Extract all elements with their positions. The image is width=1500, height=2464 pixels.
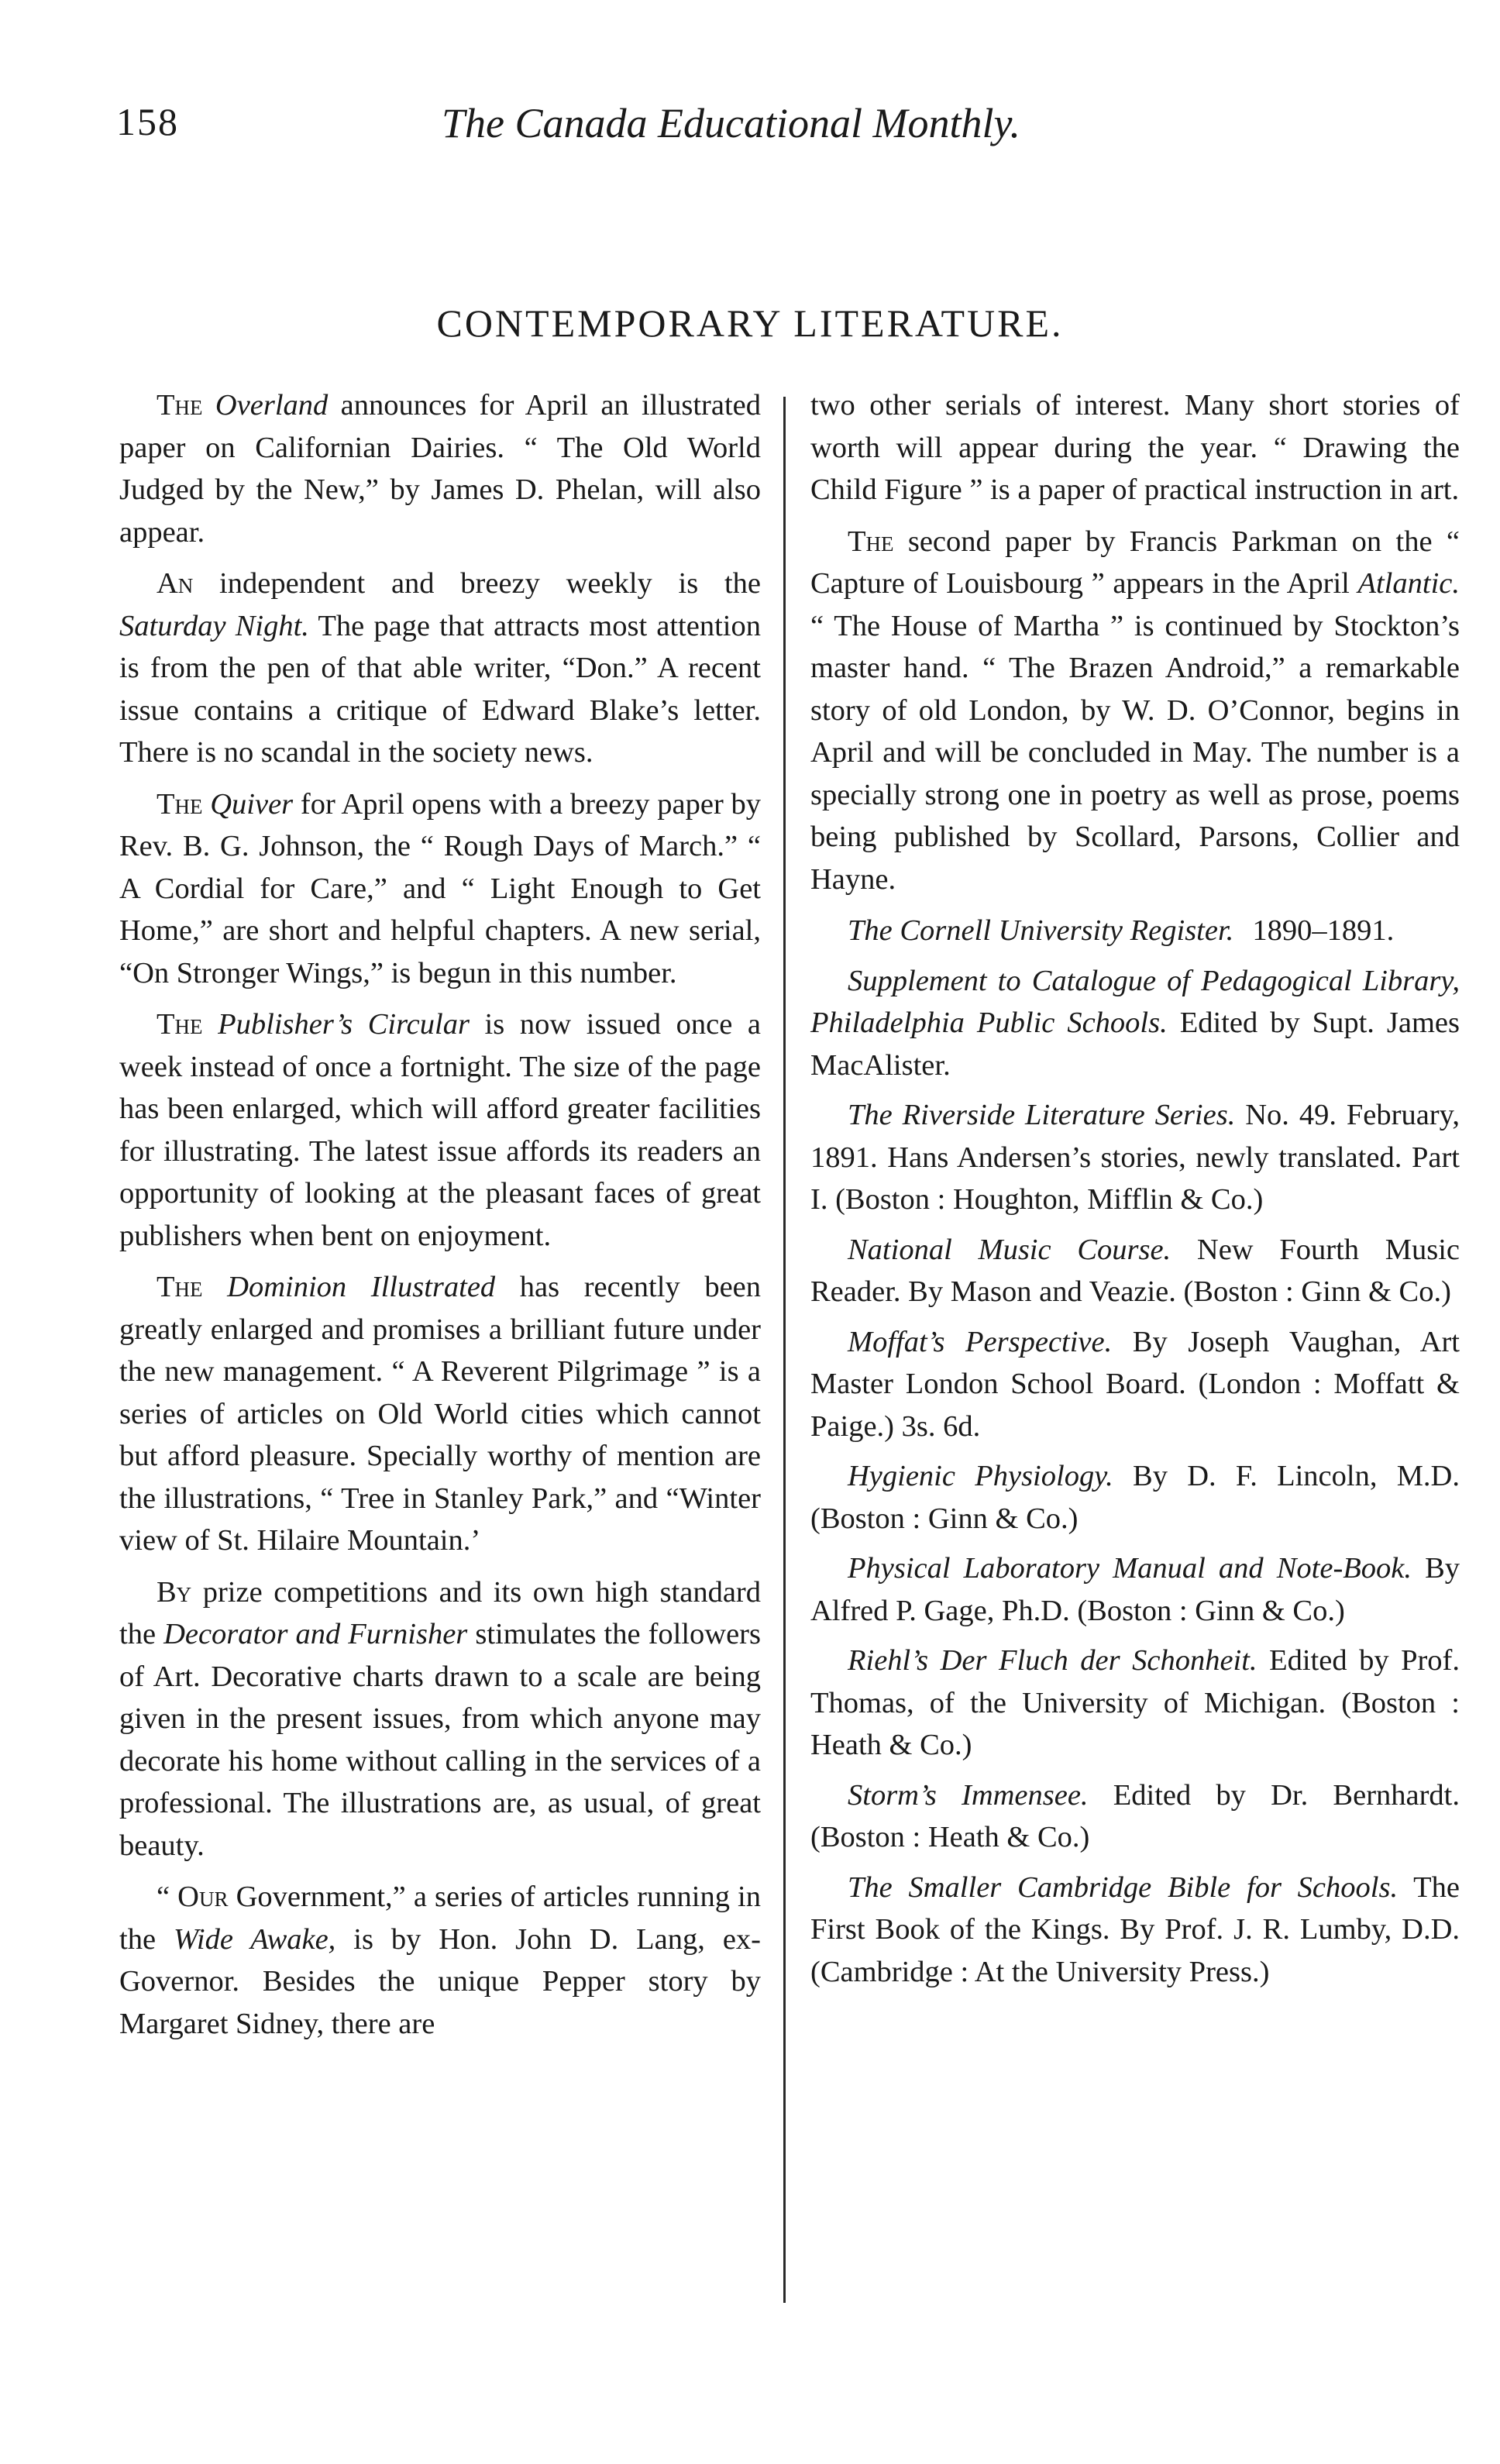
- article-paragraph: [119, 783, 761, 995]
- book-details: By Alfred P. Gage, Ph.D. (Boston : Ginn & Co.): [810, 1552, 1460, 1627]
- book-title: Hygienic Physiology.: [848, 1460, 1113, 1492]
- periodical-title: Overland: [215, 389, 329, 422]
- book-title: National Music Course.: [848, 1233, 1171, 1266]
- paragraph-text: independent and breezy weekly is the: [193, 567, 761, 600]
- right-column: [810, 384, 1460, 2001]
- book-title: Supplement to Catalogue of Pedagogical Library, Philadelphia Public Schools.: [810, 964, 1460, 1039]
- paragraph-lead: “ Our: [157, 1881, 229, 1913]
- article-paragraph: [119, 563, 761, 774]
- periodical-title: Atlantic.: [1357, 567, 1460, 600]
- periodical-title: Decorator and Furnisher: [163, 1618, 468, 1650]
- book-entry: [810, 1229, 1460, 1313]
- book-title: The Cornell University Register.: [848, 914, 1234, 947]
- article-paragraph: [810, 384, 1460, 511]
- periodical-title: Saturday Night.: [119, 609, 309, 642]
- book-title: The Riverside Literature Series.: [848, 1099, 1236, 1131]
- periodical-title: Wide Awake,: [173, 1922, 336, 1956]
- book-details: The First Book of the Kings. By Prof. J. R. Lumby, D.D. (Cambridge : At the University Press.): [810, 1870, 1460, 1988]
- paragraph-text: second paper by Francis Parkman on the “ Capture of Louisbourg ” appears in the April: [810, 525, 1460, 600]
- periodical-title: Dominion Illustrated: [227, 1271, 496, 1303]
- column-divider: [783, 397, 786, 2303]
- paragraph-text: The page that attracts most attention is from the pen of that able writer, “Don.” A recent issue contains a critique of Edward Blake’s letter. There is no scandal in the society news.: [119, 609, 761, 769]
- paragraph-text: is by Hon. John D. Lang, ex-Governor. Besides the unique Pepper story by Margaret Sidney, there are: [119, 1922, 761, 2040]
- book-details: Edited by Prof. Thomas, of the University of Michigan. (Boston : Heath & Co.): [810, 1644, 1460, 1761]
- paragraph-text: for April opens with a breezy paper by Rev. B. G. Johnson, the “ Rough Days of March.” “ A Cordial for Care,” and “ Light Enough to Get Home,” are short and helpful chapters. A new serial, “On Stronger Wings,” is begun in this number.: [119, 787, 761, 989]
- book-details: Edited by Dr. Bernhardt. (Boston : Heath & Co.): [810, 1778, 1460, 1853]
- paragraph-text: “ The House of Martha ” is continued by Stockton’s master hand. “ The Brazen Android,” a remarkable story of old London, by W. D. O’Connor, begins in April and will be concluded in May. The number is a specially strong one in poetry as well as prose, poems being published by Scollard, Parsons, Collier and Hayne.: [810, 609, 1460, 896]
- article-paragraph: [119, 1003, 761, 1257]
- book-entry: [810, 1774, 1460, 1859]
- article-paragraph: [810, 521, 1460, 901]
- book-entry: [810, 910, 1460, 952]
- paragraph-lead: An: [157, 567, 194, 600]
- paragraph-lead: The: [157, 787, 203, 821]
- paragraph-lead: The: [157, 1271, 203, 1303]
- paragraph-lead: By: [157, 1575, 192, 1609]
- page-number: 158: [116, 100, 179, 143]
- book-entry: [810, 1640, 1460, 1767]
- book-details: Edited by Supt. James MacAlister.: [810, 1007, 1460, 1082]
- paragraph-text: is now issued once a week instead of once a fortnight. The size of the page has been enlarged, which will afford greater facilities for illustrating. The latest issue affords its readers an opportunity of looking at the pleasant faces of great publishers when bent on enjoyment.: [119, 1008, 762, 1252]
- book-entry: [810, 1867, 1460, 1994]
- paragraph-text: stimulates the followers of Art. Decorative charts drawn to a scale are being given in the present issues, from which anyone may decorate his home without calling in the services of a professional. The illustrations are, as usual, of great beauty.: [119, 1618, 761, 1862]
- book-title: Physical Laboratory Manual and Note-Book.: [848, 1552, 1412, 1585]
- book-entry: [810, 960, 1460, 1087]
- book-details: By Joseph Vaughan, Art Master London School Board. (London : Moffatt & Paige.) 3s. 6d.: [810, 1325, 1460, 1443]
- paragraph-lead: The: [157, 1008, 203, 1041]
- paragraph-text: two other serials of interest. Many short stories of worth will appear during the year. “ Drawing the Child Figure ” is a paper of practical instruction in art.: [810, 389, 1460, 506]
- book-details: 1890–1891.: [1252, 914, 1395, 947]
- paragraph-text: has recently been greatly enlarged and promises a brilliant future under the new management. “ A Reverent Pilgrimage ” is a series of articles on Old World cities which cannot but afford pleasure. Specially worthy of mention are the illustrations, “ Tree in Stanley Park,” and “Winter view of St. Hilaire Mountain.’: [119, 1271, 761, 1557]
- paragraph-lead: The: [848, 525, 894, 558]
- book-entry: [810, 1321, 1460, 1448]
- journal-title: The Canada Educational Monthly.: [442, 100, 1020, 146]
- book-title: The Smaller Cambridge Bible for Schools.: [848, 1870, 1399, 1904]
- book-entry: [810, 1547, 1460, 1632]
- paragraph-text: announces for April an illustrated paper on Californian Dairies. “ The Old World Judged by the New,” by James D. Phelan, will also appear.: [119, 389, 761, 549]
- periodical-title: Quiver: [210, 787, 294, 821]
- book-entry: [810, 1094, 1460, 1221]
- paragraph-text: prize competitions and its own high standard the: [119, 1575, 761, 1650]
- book-details: No. 49. February, 1891. Hans Andersen’s stories, newly translated. Part I. (Boston : Houghton, Mifflin & Co.): [810, 1099, 1460, 1216]
- section-title: CONTEMPORARY LITERATURE.: [436, 301, 1064, 345]
- book-entry: [810, 1455, 1460, 1540]
- book-title: Riehl’s Der Fluch der Schonheit.: [848, 1644, 1257, 1677]
- running-head: [116, 99, 1123, 161]
- article-paragraph: [119, 1571, 761, 1867]
- paragraph-lead: The: [157, 389, 203, 422]
- article-paragraph: [119, 1266, 761, 1562]
- periodical-title: Publisher’s Circular: [218, 1008, 470, 1041]
- paragraph-text: Government,” a series of articles running in the: [119, 1881, 761, 1956]
- book-details: New Fourth Music Reader. By Mason and Veazie. (Boston : Ginn & Co.): [810, 1233, 1460, 1308]
- book-details: By D. F. Lincoln, M.D. (Boston : Ginn & Co.): [810, 1460, 1460, 1535]
- book-title: Moffat’s Perspective.: [848, 1325, 1113, 1358]
- book-title: Storm’s Immensee.: [848, 1778, 1089, 1812]
- article-paragraph: [119, 384, 761, 553]
- article-paragraph: [119, 1876, 761, 2045]
- left-column: [119, 384, 761, 2054]
